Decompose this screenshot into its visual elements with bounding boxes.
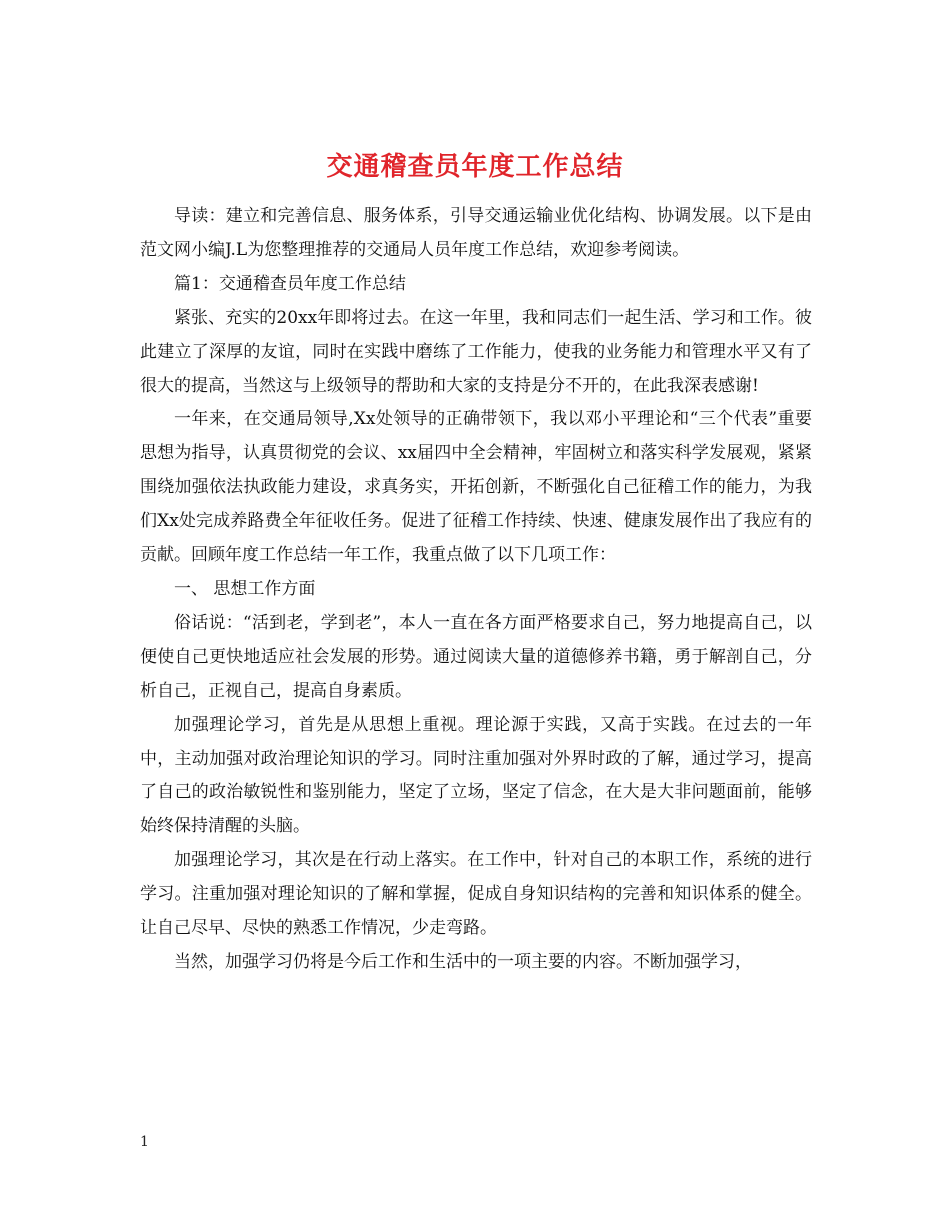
paragraph: 一年来，在交通局领导,Xx处领导的正确带领下，我以邓小平理论和“三个代表”重要思想为指导，认真贯彻党的会议、xx届四中全会精神，牢固树立和落实科学发展观，紧紧围绕加强依法执政能力建设，求真务实，开拓创新，不断强化自己征稽工作的能力，为我们Xx处完成养路费全年征收任务。促进了征稽工作持续、快速、健康发展作出了我应有的贡献。回顾年度工作总结一年工作，我重点做了以下几项工作： (140, 409, 812, 566)
paragraph: 加强理论学习，首先是从思想上重视。理论源于实践，又高于实践。在过去的一年中，主动加强对政治理论知识的学习。同时注重加强对外界时政的了解，通过学习，提高了自己的政治敏锐性和鉴别能力，坚定了立场，坚定了信念，在大是大非问题面前，能够始终保持清醒的头脑。 (140, 714, 812, 837)
document-body (140, 200, 812, 980)
paragraph-section-heading: 篇1：交通稽查员年度工作总结 (174, 273, 406, 294)
paragraph: 紧张、充实的20xx年即将过去。在这一年里，我和同志们一起生活、学习和工作。彼此建立了深厚的友谊，同时在实践中磨练了工作能力，使我的业务能力和管理水平又有了很大的提高，当然这与上级领导的帮助和大家的支持是分不开的，在此我深表感谢! (140, 307, 812, 396)
paragraph-intro: 导读：建立和完善信息、服务体系，引导交通运输业优化结构、协调发展。以下是由范文网小编J.L为您整理推荐的交通局人员年度工作总结，欢迎参考阅读。 (140, 206, 812, 260)
paragraph: 加强理论学习，其次是在行动上落实。在工作中，针对自己的本职工作，系统的进行学习。注重加强对理论知识的了解和掌握，促成自身知识结构的完善和知识体系的健全。让自己尽早、尽快的熟悉工作情况，少走弯路。 (140, 850, 812, 939)
paragraph: 当然，加强学习仍将是今后工作和生活中的一项主要的内容。不断加强学习， (174, 951, 752, 972)
paragraph: 俗话说：“活到老，学到老”，本人一直在各方面严格要求自己，努力地提高自己，以便使自己更快地适应社会发展的形势。通过阅读大量的道德修养书籍，勇于解剖自己，分析自己，正视自己，提高自身素质。 (140, 612, 812, 701)
page-number: 1 (140, 1134, 149, 1150)
document-title: 交通稽查员年度工作总结 (326, 152, 624, 183)
paragraph-subheading: 一、 思想工作方面 (174, 578, 316, 599)
